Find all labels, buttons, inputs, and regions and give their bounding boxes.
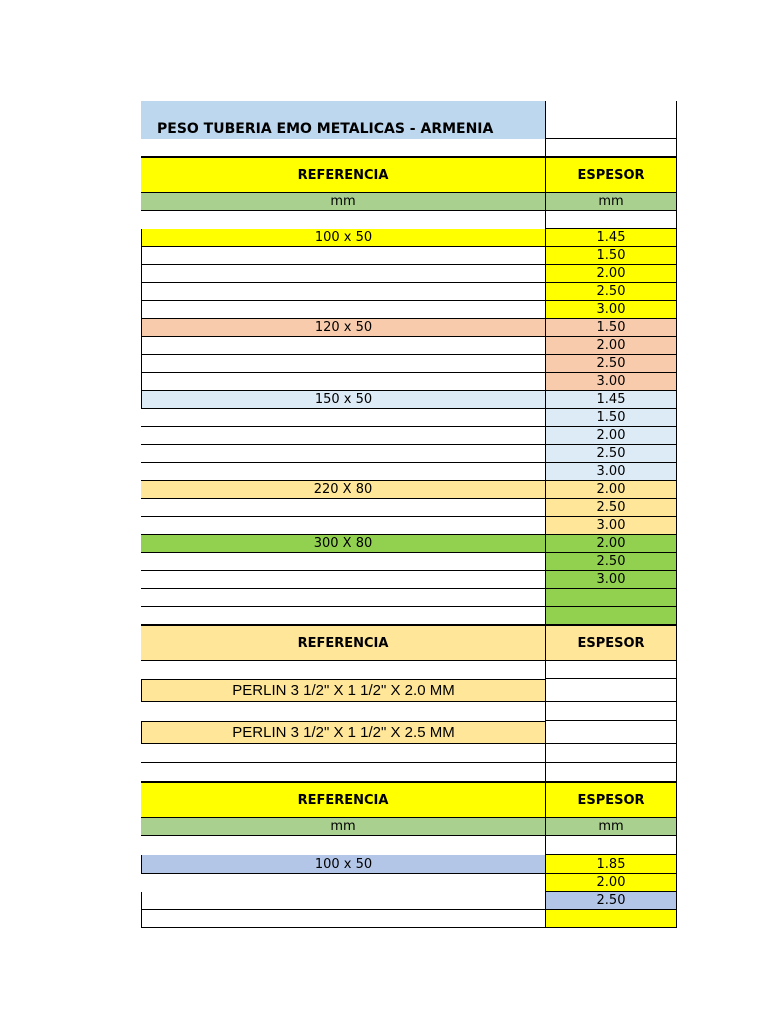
thickness-cell bbox=[545, 679, 677, 702]
table-row bbox=[141, 265, 677, 283]
table-row bbox=[141, 499, 677, 517]
table-row bbox=[141, 391, 677, 409]
table-row bbox=[141, 319, 677, 337]
table-row bbox=[141, 535, 677, 553]
table-row bbox=[141, 589, 677, 607]
thickness-cell bbox=[545, 589, 677, 607]
reference-cell: 100 x 50 bbox=[141, 855, 545, 874]
table-row bbox=[141, 763, 677, 782]
table-row bbox=[141, 702, 677, 721]
thickness-cell: 3.00 bbox=[545, 373, 677, 391]
thickness-cell: 3.00 bbox=[545, 463, 677, 481]
reference-cell bbox=[141, 427, 545, 445]
reference-cell bbox=[141, 373, 545, 391]
table-row bbox=[141, 661, 677, 679]
table-row bbox=[141, 247, 677, 265]
table-row bbox=[141, 910, 677, 928]
table-row bbox=[141, 229, 677, 247]
table-row bbox=[141, 744, 677, 763]
reference-cell bbox=[141, 607, 545, 625]
reference-cell bbox=[141, 874, 545, 892]
reference-cell bbox=[141, 910, 545, 928]
reference-cell bbox=[141, 763, 545, 782]
thickness-cell: 1.50 bbox=[545, 409, 677, 427]
table-row bbox=[141, 427, 677, 445]
table-row bbox=[141, 193, 677, 211]
header-row bbox=[141, 625, 677, 661]
reference-header: REFERENCIA bbox=[141, 157, 545, 193]
reference-cell bbox=[141, 892, 545, 910]
reference-cell bbox=[141, 445, 545, 463]
thickness-cell: 2.00 bbox=[545, 481, 677, 499]
reference-cell bbox=[141, 301, 545, 319]
reference-cell: 220 X 80 bbox=[141, 481, 545, 499]
table-row bbox=[141, 211, 677, 229]
reference-cell: 100 x 50 bbox=[141, 229, 545, 247]
reference-cell bbox=[141, 355, 545, 373]
table-row bbox=[141, 139, 677, 157]
table-row bbox=[141, 571, 677, 589]
thickness-cell: 3.00 bbox=[545, 571, 677, 589]
reference-cell bbox=[141, 744, 545, 763]
weight-table bbox=[141, 101, 677, 928]
reference-cell bbox=[141, 337, 545, 355]
table-row bbox=[141, 445, 677, 463]
reference-cell bbox=[141, 571, 545, 589]
thickness-cell: mm bbox=[545, 818, 677, 836]
reference-cell bbox=[141, 283, 545, 301]
reference-cell bbox=[141, 836, 545, 855]
thickness-cell: 3.00 bbox=[545, 301, 677, 319]
thickness-cell bbox=[545, 101, 677, 139]
thickness-cell: 1.85 bbox=[545, 855, 677, 874]
thickness-cell bbox=[545, 836, 677, 855]
thickness-cell: mm bbox=[545, 193, 677, 211]
thickness-cell: 2.50 bbox=[545, 283, 677, 301]
thickness-cell bbox=[545, 661, 677, 679]
thickness-cell: 1.50 bbox=[545, 247, 677, 265]
table-row bbox=[141, 463, 677, 481]
reference-header: REFERENCIA bbox=[141, 625, 545, 661]
table-row bbox=[141, 301, 677, 319]
table-row bbox=[141, 721, 677, 744]
reference-cell bbox=[141, 553, 545, 571]
header-row bbox=[141, 782, 677, 818]
thickness-cell bbox=[545, 702, 677, 721]
reference-cell: 300 X 80 bbox=[141, 535, 545, 553]
thickness-cell bbox=[545, 763, 677, 782]
thickness-cell bbox=[545, 910, 677, 928]
table-row bbox=[141, 481, 677, 499]
reference-cell: mm bbox=[141, 818, 545, 836]
thickness-cell: 1.45 bbox=[545, 229, 677, 247]
table-row bbox=[141, 874, 677, 892]
table-row bbox=[141, 283, 677, 301]
reference-cell bbox=[141, 499, 545, 517]
thickness-cell: 1.45 bbox=[545, 391, 677, 409]
thickness-cell: 2.50 bbox=[545, 553, 677, 571]
reference-cell bbox=[141, 702, 545, 721]
thickness-header: ESPESOR bbox=[545, 625, 677, 661]
table-row bbox=[141, 517, 677, 535]
thickness-cell bbox=[545, 607, 677, 625]
thickness-cell: 2.50 bbox=[545, 355, 677, 373]
reference-cell: 150 x 50 bbox=[141, 391, 545, 409]
thickness-cell bbox=[545, 744, 677, 763]
reference-cell bbox=[141, 517, 545, 535]
title-row bbox=[141, 101, 677, 139]
reference-cell bbox=[141, 463, 545, 481]
reference-header: REFERENCIA bbox=[141, 782, 545, 818]
table-row bbox=[141, 607, 677, 625]
thickness-cell: 2.00 bbox=[545, 337, 677, 355]
reference-cell bbox=[141, 139, 545, 157]
reference-cell bbox=[141, 409, 545, 427]
thickness-cell: 2.50 bbox=[545, 892, 677, 910]
thickness-cell: 2.00 bbox=[545, 535, 677, 553]
thickness-header: ESPESOR bbox=[545, 782, 677, 818]
sheet-title: PESO TUBERIA EMO METALICAS - ARMENIA bbox=[141, 101, 545, 139]
thickness-cell: 3.00 bbox=[545, 517, 677, 535]
thickness-header: ESPESOR bbox=[545, 157, 677, 193]
table-row bbox=[141, 679, 677, 702]
thickness-cell bbox=[545, 211, 677, 229]
thickness-cell: 2.00 bbox=[545, 265, 677, 283]
reference-cell bbox=[141, 661, 545, 679]
table-row bbox=[141, 337, 677, 355]
reference-cell: 120 x 50 bbox=[141, 319, 545, 337]
table-row bbox=[141, 409, 677, 427]
reference-cell: PERLIN 3 1/2" X 1 1/2" X 2.0 MM bbox=[141, 679, 545, 702]
thickness-cell: 2.50 bbox=[545, 499, 677, 517]
thickness-cell: 2.50 bbox=[545, 445, 677, 463]
table-row bbox=[141, 836, 677, 855]
thickness-cell bbox=[545, 139, 677, 157]
table-row bbox=[141, 553, 677, 571]
table-row bbox=[141, 855, 677, 874]
thickness-cell bbox=[545, 721, 677, 744]
thickness-cell: 1.50 bbox=[545, 319, 677, 337]
table-row bbox=[141, 355, 677, 373]
reference-cell bbox=[141, 265, 545, 283]
reference-cell: PERLIN 3 1/2" X 1 1/2" X 2.5 MM bbox=[141, 721, 545, 744]
reference-cell bbox=[141, 247, 545, 265]
reference-cell bbox=[141, 589, 545, 607]
reference-cell: mm bbox=[141, 193, 545, 211]
table-row bbox=[141, 373, 677, 391]
reference-cell bbox=[141, 211, 545, 229]
table-row bbox=[141, 818, 677, 836]
thickness-cell: 2.00 bbox=[545, 427, 677, 445]
header-row bbox=[141, 157, 677, 193]
thickness-cell: 2.00 bbox=[545, 874, 677, 892]
table-row bbox=[141, 892, 677, 910]
